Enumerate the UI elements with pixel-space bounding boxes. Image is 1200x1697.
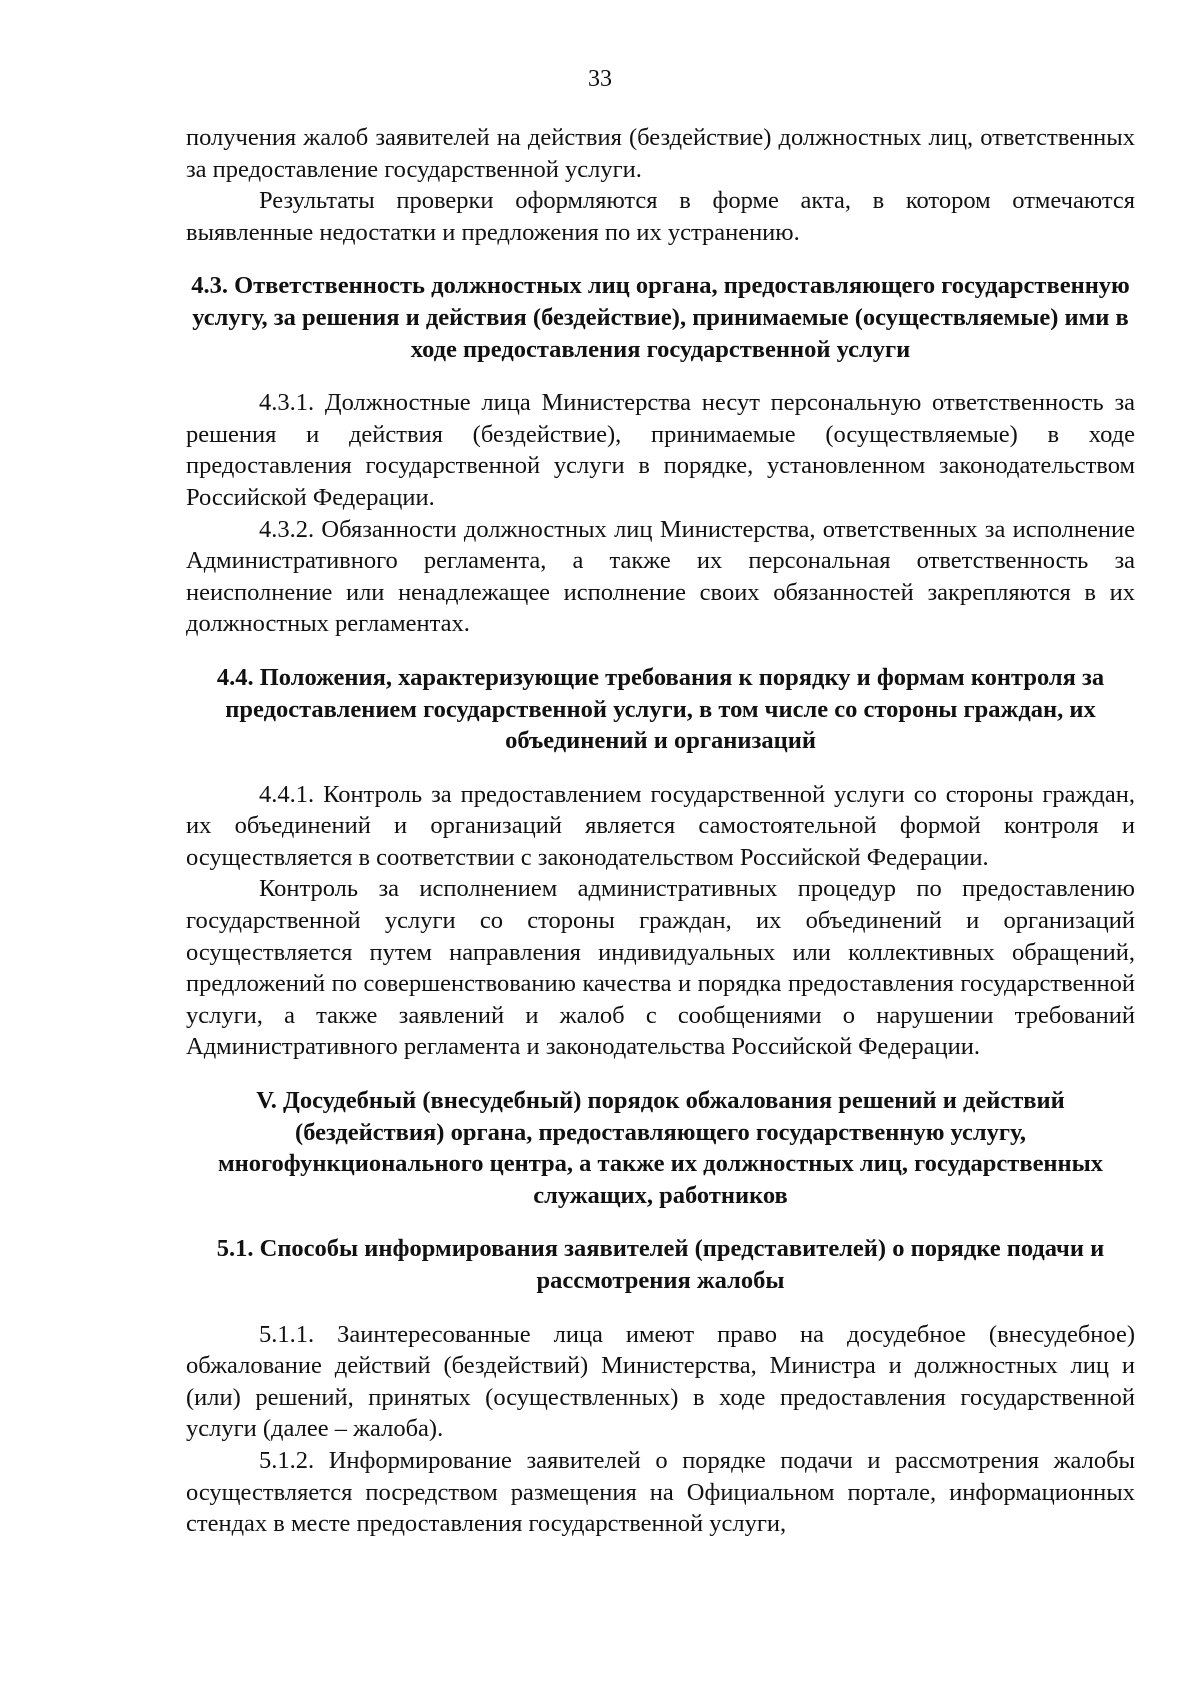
paragraph-4-3-2: 4.3.2. Обязанности должностных лиц Министерства, ответственных за исполнение Административного регламента, а также их персональная ответственность за неисполнение или ненадлежащее исполнение своих обязанностей закрепляются в их должностных регламентах. <box>186 515 1135 638</box>
heading-chapter-v: V. Досудебный (внесудебный) порядок обжалования решений и действий (бездействия) органа, предоставляющего государственную услугу, многофункционального центра, а также их должностных лиц, государственных служащих, работников <box>217 1087 1104 1209</box>
page-number: 33 <box>588 66 612 92</box>
paragraph-complaints-continuation: получения жалоб заявителей на действия (бездействие) должностных лиц, ответственных за предоставление государственной услуги. <box>186 124 1135 183</box>
paragraph-5-1-2: 5.1.2. Информирование заявителей о порядке подачи и рассмотрения жалобы осуществляется посредством размещения на Официальном портале, информационных стендах в месте предоставления государственной услуги, <box>186 1446 1135 1538</box>
heading-section-4-4: 4.4. Положения, характеризующие требования к порядку и формам контроля за предоставлением государственной услуги, в том числе со стороны граждан, их объединений и организаций <box>216 663 1105 755</box>
paragraph-inspection-results: Результаты проверки оформляются в форме акта, в котором отмечаются выявленные недостатки и предложения по их устранению. <box>186 187 1135 246</box>
document-body <box>186 122 1135 1540</box>
heading-section-4-3: 4.3. Ответственность должностных лиц органа, предоставляющего государственную услугу, за решения и действия (бездействие), принимаемые (осуществляемые) ими в ходе предоставления государственной услуги <box>191 272 1130 363</box>
paragraph-control-procedures: Контроль за исполнением административных процедур по предоставлению государственной услуги со стороны граждан, их объединений и организаций осуществляется путем направления индивидуальных или коллективных обращений, предложений по совершенствованию качества и порядка предоставления государственной услуги, а также заявлений и жалоб с сообщениями о нарушении требований Административного регламента и законодательства Российской Федерации. <box>186 875 1135 1061</box>
paragraph-4-4-1: 4.4.1. Контроль за предоставлением государственной услуги со стороны граждан, их объединений и организаций является самостоятельной формой контроля и осуществляется в соответствии с законодательством Российской Федерации. <box>186 780 1135 871</box>
paragraph-5-1-1: 5.1.1. Заинтересованные лица имеют право на досудебное (внесудебное) обжалование действий (бездействий) Министерства, Министра и должностных лиц и (или) решений, принятых (осуществленных) в ходе предоставления государственной услуги (далее – жалоба). <box>186 1320 1135 1443</box>
heading-section-5-1: 5.1. Способы информирования заявителей (представителей) о порядке подачи и рассмотрения жалобы <box>216 1235 1105 1294</box>
paragraph-4-3-1: 4.3.1. Должностные лица Министерства несут персональную ответственность за решения и действия (бездействие), принимаемые (осуществляемые) в ходе предоставления государственной услуги в порядке, установленном законодательством Российской Федерации. <box>186 389 1135 511</box>
